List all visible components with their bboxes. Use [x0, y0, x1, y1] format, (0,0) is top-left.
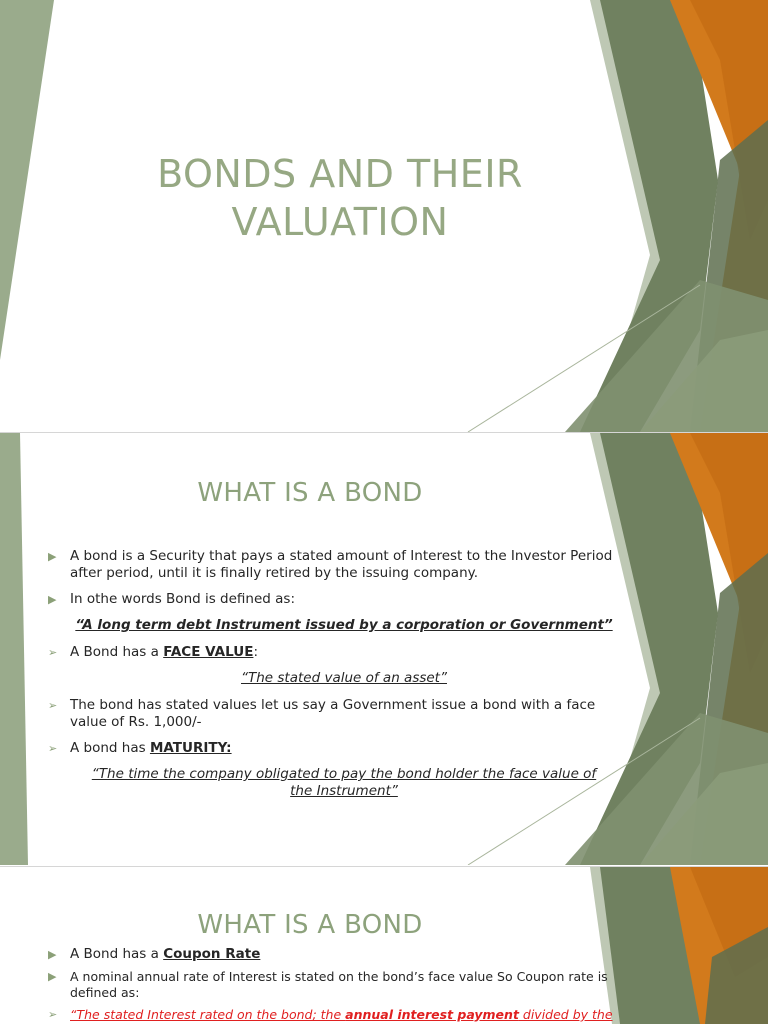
bond-definition-quote: “A long term debt Instrument issued by a corporation or Government” — [75, 617, 613, 633]
coupon-rate-term: Coupon Rate — [163, 946, 261, 962]
bullet-item: ▶ A Bond has a Coupon Rate — [48, 946, 261, 962]
bullet-item: ▶ In othe words Bond is defined as: — [48, 591, 296, 607]
triangle-bullet-icon: ▶ — [48, 550, 57, 563]
triangle-bullet-icon: ▶ — [48, 970, 57, 983]
maturity-quote: “The time the company obligated to pay the bond holder the face value of the Instrument” — [91, 766, 597, 799]
bullet-item — [48, 1007, 618, 1023]
coupon-rate-slide — [0, 867, 768, 1024]
bullet-item: ➢ The bond has stated values let us say a Government issue a bond with a face value of Rs. 1,000/- — [48, 697, 596, 730]
title-slide — [0, 0, 768, 432]
presentation-title — [100, 150, 580, 246]
title-line-2: VALUATION — [231, 200, 449, 244]
bullet-item: ➢ A bond has MATURITY: — [48, 740, 232, 756]
slide-title: WHAT IS A BOND — [197, 478, 423, 508]
face-value-term: FACE VALUE — [163, 644, 254, 660]
arrow-bullet-icon: ➢ — [48, 742, 58, 755]
bullet-item: ▶ A nominal annual rate of Interest is stated on the bond’s face value So Coupon rate is defined as: — [48, 969, 608, 1000]
slide-content — [48, 548, 618, 810]
bullet-item: ➢ A Bond has a FACE VALUE: — [48, 644, 258, 660]
face-value-quote: “The stated value of an asset” — [241, 670, 447, 686]
arrow-bullet-icon: ➢ — [48, 699, 58, 712]
title-line-1: BONDS AND THEIR — [157, 152, 523, 196]
arrow-bullet-icon: ➢ — [48, 1008, 58, 1021]
arrow-bullet-icon: ➢ — [48, 646, 58, 659]
maturity-term: MATURITY: — [149, 740, 232, 756]
slide-content — [48, 946, 618, 1024]
slide-title: WHAT IS A BOND — [197, 910, 423, 940]
bond-definition-slide — [0, 433, 768, 865]
coupon-rate-definition: “The stated Interest rated on the bond; the annual interest payment divided by the — [70, 1007, 613, 1022]
triangle-bullet-icon: ▶ — [48, 948, 57, 961]
bullet-item: ▶ A bond is a Security that pays a stated amount of Interest to the Investor Period after period, until it is finally retired by the issuing company. — [48, 548, 613, 581]
triangle-bullet-icon: ▶ — [48, 593, 57, 606]
